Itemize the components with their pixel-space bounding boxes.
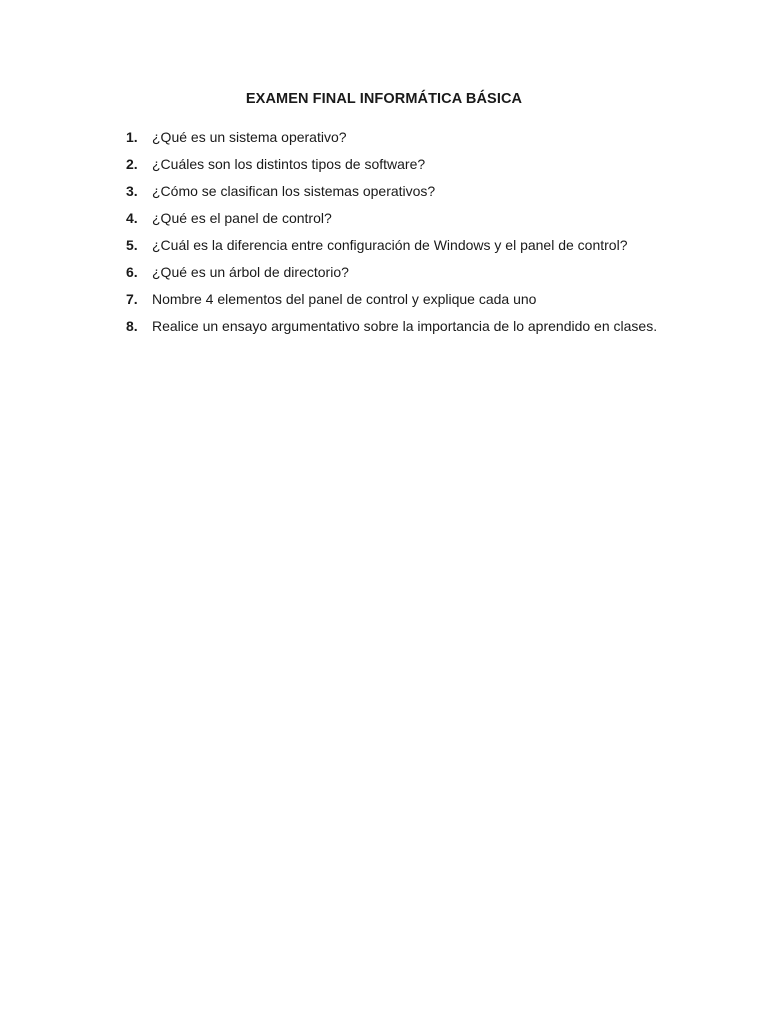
list-item [126, 178, 660, 205]
question-number: 4. [126, 210, 138, 226]
list-item [126, 124, 660, 151]
question-text: ¿Cómo se clasifican los sistemas operativos? [152, 183, 436, 199]
question-text: ¿Qué es un árbol de directorio? [152, 264, 349, 280]
question-text: ¿Cuáles son los distintos tipos de software? [152, 156, 426, 172]
question-number: 5. [126, 237, 138, 253]
question-number: 6. [126, 264, 138, 280]
question-number: 3. [126, 183, 138, 199]
question-text: ¿Cuál es la diferencia entre configuración de Windows y el panel de control? [152, 237, 628, 253]
list-item [126, 151, 660, 178]
list-item [126, 286, 660, 313]
question-number: 2. [126, 156, 138, 172]
question-text: ¿Qué es un sistema operativo? [152, 129, 347, 145]
list-item [126, 259, 660, 286]
question-text: Realice un ensayo argumentativo sobre la importancia de lo aprendido en clases. [152, 318, 658, 334]
list-item [126, 313, 660, 340]
question-list [126, 124, 660, 340]
question-text: Nombre 4 elementos del panel de control y explique cada uno [152, 291, 537, 307]
list-item [126, 205, 660, 232]
question-text: ¿Qué es el panel de control? [152, 210, 332, 226]
question-number: 8. [126, 318, 138, 334]
document-title: EXAMEN FINAL INFORMÁTICA BÁSICA [245, 91, 523, 107]
list-item [126, 232, 660, 259]
question-number: 1. [126, 129, 138, 145]
question-number: 7. [126, 291, 138, 307]
